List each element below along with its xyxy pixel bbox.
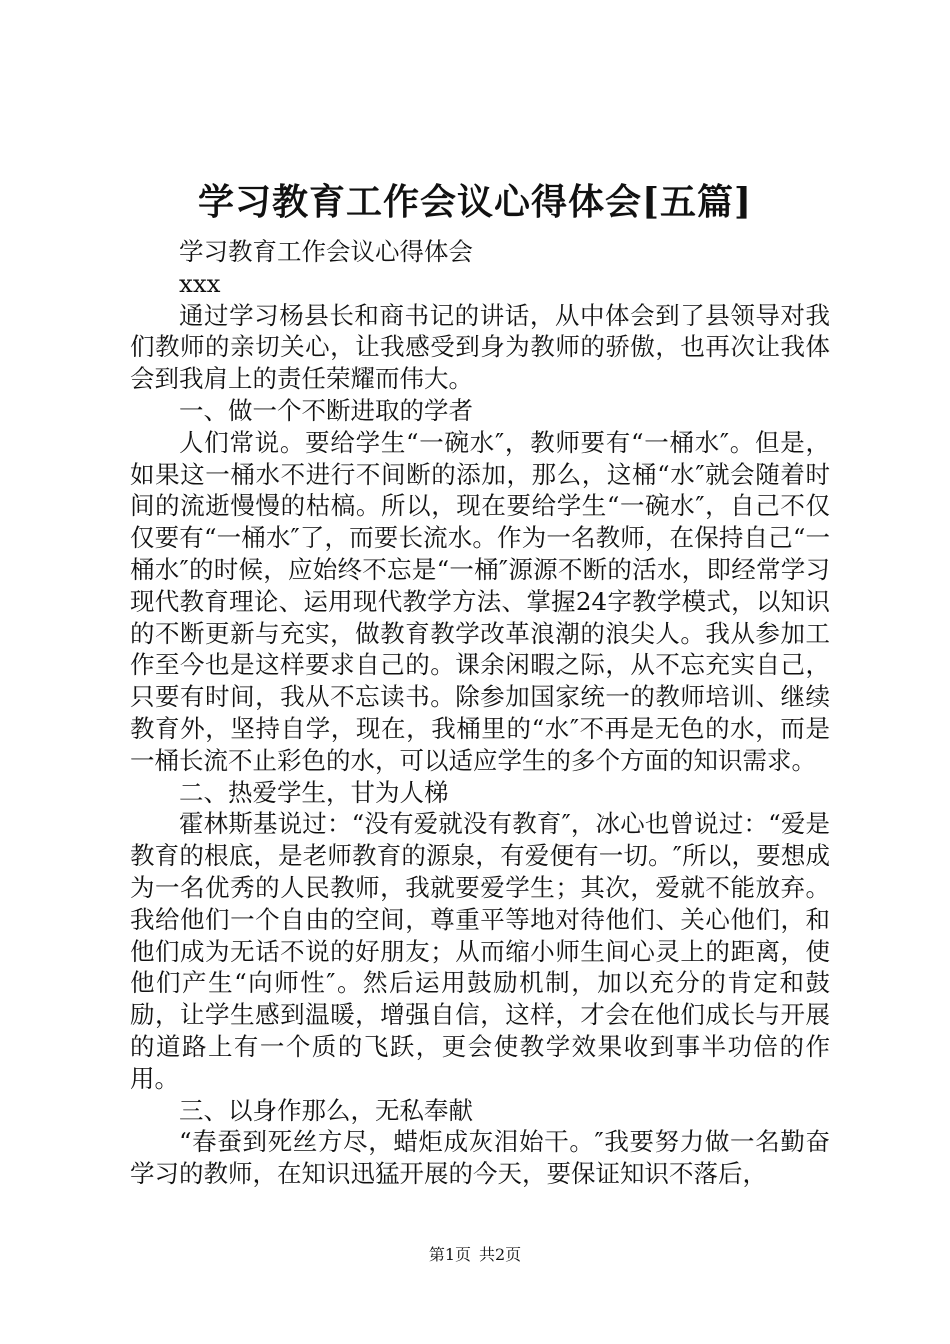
page-footer bbox=[0, 1244, 950, 1266]
page-number: 第1页 bbox=[428, 1245, 471, 1264]
section-heading: 三、以身作那么，无私奉献 bbox=[179, 1095, 473, 1125]
subtitle: 学习教育工作会议心得体会 bbox=[179, 237, 473, 266]
paragraph: 霍林斯基说过：“没有爱就没有教育″，冰心也曾说过：“爱是教育的根底，是老师教育的源泉，有爱便有一切。″所以，要想成为一名优秀的人民教师，我就要爱学生；其次，爱就不能放弃。我给他们一个自由的空间，尊重平等地对待他们、关心他们，和他们成为无话不说的好朋友；从而缩小师生间心灵上的距离，使他们产生“向师性″。然后运用鼓励机制，加以充分的肯定和鼓励，让学生感到温暖，增强自信，这样，才会在他们成长与开展的道路上有一个质的飞跃，更会使教学效果收到事半功倍的作用。 bbox=[130, 809, 830, 1093]
document-body bbox=[130, 236, 830, 1190]
page-total: 共2页 bbox=[479, 1245, 522, 1264]
paragraph: 人们常说。要给学生“一碗水″，教师要有“一桶水″。但是，如果这一桶水不进行不间断的添加，那么，这桶“水″就会随着时间的流逝慢慢的枯槁。所以，现在要给学生“一碗水″，自己不仅仅要有“一桶水″了，而要长流水。作为一名教师，在保持自己“一桶水″的时候，应始终不忘是“一桶″源源不断的活水，即经常学习现代教育理论、运用现代教学方法、掌握24字教学模式，以知识的不断更新与充实，做教育教学改革浪潮的浪尖人。我从参加工作至今也是这样要求自己的。课余闲暇之际，从不忘充实自己，只要有时间，我从不忘读书。除参加国家统一的教师培训、继续教育外，坚持自学，现在，我桶里的“水″不再是无色的水，而是一桶长流不止彩色的水，可以适应学生的多个方面的知识需求。 bbox=[130, 427, 830, 775]
document-title: 学习教育工作会议心得体会[五篇] bbox=[197, 181, 753, 223]
section-heading: 二、热爱学生，甘为人梯 bbox=[179, 777, 449, 807]
paragraph: “春蚕到死丝方尽，蜡炬成灰泪始干。″我要努力做一名勤奋学习的教师，在知识迅猛开展的今天，要保证知识不落后， bbox=[130, 1127, 830, 1189]
section-heading: 一、做一个不断进取的学者 bbox=[179, 395, 473, 425]
author: xxx bbox=[179, 268, 221, 298]
paragraph: 通过学习杨县长和商书记的讲话，从中体会到了县领导对我们教师的亲切关心，让我感受到身为教师的骄傲，也再次让我体会到我肩上的责任荣耀而伟大。 bbox=[130, 300, 830, 394]
